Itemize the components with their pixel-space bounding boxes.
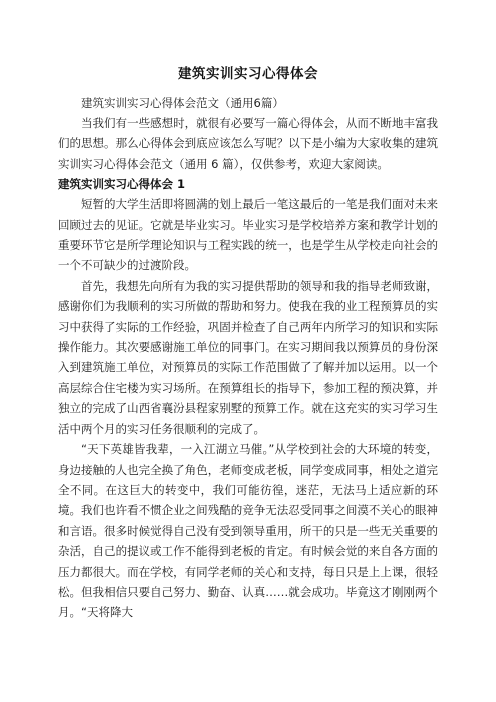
body-paragraph: 短暂的大学生活即将圆满的划上最后一笔这最后的一笔是我们面对未来回顾过去的见证。它就是毕业实习。毕业实习是学校培养方案和教学计划的重要环节它是所学理论知识与工程实践的统一，也是学生从学校走向社会的一个不可缺少的过渡阶段。 <box>58 197 438 273</box>
body-paragraph: “天下英雄皆我辈，一入江湖立马催。”从学校到社会的大环境的转变，身边接触的人也完全换了角色，老师变成老板，同学变成同事，相处之道完全不同。在这巨大的转变中，我们可能彷徨，迷茫，无法马上适应新的环境。我们也许看不惯企业之间残酷的竞争无法忍受同事之间漠不关心的眼神和言语。很多时候觉得自己没有受到领导重用，所干的只是一些无关重要的杂活，自己的提议或工作不能得到老板的肯定。有时候会觉的来自各方面的压力都很大。而在学校，有同学老师的关心和支持，每日只是上上课，很轻松。但我相信只要自己努力、勤奋、认真……就会成功。毕竟这才刚刚两个月。“天将降大 <box>58 442 438 620</box>
intro-paragraph: 当我们有一些感想时，就很有必要写一篇心得体会，从而不断地丰富我们的思想。那么心得体会到底应该怎么写呢？以下是小编为大家收集的建筑实训实习心得体会范文（通用 6 篇），仅供参考，欢迎大家阅读。 <box>58 116 438 171</box>
body-paragraph: 首先，我想先向所有为我的实习提供帮助的领导和我的指导老师致谢，感谢你们为我顺利的实习所做的帮助和努力。使我在我的业工程预算员的实习中获得了实际的工作经验，巩固并检查了自己两年内所学习的知识和实际操作能力。其次要感谢施工单位的同事门。在实习期间我以预算员的身份深入到建筑施工单位，对预算员的实际工作范围做了了解并加以运用。以一个高层综合住宅楼为实习场所。在预算组长的指导下，参加工程的预决算，并独立的完成了山西省襄汾县程家别墅的预算工作。就在这充实的实习学习生活中两个月的实习任务很顺利的完成了。 <box>58 278 438 436</box>
section-heading: 建筑实训实习心得体会 1 <box>58 177 186 192</box>
document-title: 建筑实训实习心得体会 <box>178 66 318 82</box>
document-subtitle: 建筑实训实习心得体会范文（通用6篇） <box>81 96 284 110</box>
